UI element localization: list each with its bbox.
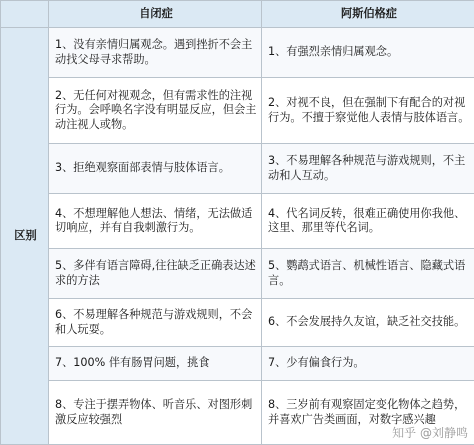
watermark: 知乎 @刘静鸣 [392,424,468,441]
autism-cell: 7、100% 伴有肠胃问题，挑食 [49,347,262,381]
asperger-cell: 5、鹦鹉式语言、机械性语言、隐藏式语言。 [262,249,474,299]
header-corner [1,1,49,28]
asperger-cell: 4、代名词反转，很难正确使用你我他、这里、那里等代名词。 [262,194,474,249]
table-row [1,249,474,299]
autism-cell: 8、专注于摆弄物体、听音乐、对图形刺激反应较强烈 [49,381,262,445]
autism-cell: 5、多伴有语言障碍,往往缺乏正确表达述求的方法 [49,249,262,299]
asperger-cell: 6、不会发展持久友谊，缺乏社交技能。 [262,299,474,347]
asperger-cell: 8、三岁前有观察固定变化物体之趋势，并喜欢广告类画面，对数字感兴趣 [262,381,474,445]
autism-cell: 1、没有亲情归属观念。遇到挫折不会主动找父母寻求帮助。 [49,28,262,78]
table-row [1,28,474,78]
autism-cell: 6、不易理解各种规范与游戏规则，不会和人玩耍。 [49,299,262,347]
table-row [1,347,474,381]
asperger-cell: 3、不易理解各种规范与游戏规则，不主动和人互动。 [262,144,474,194]
autism-cell: 2、无任何对视观念，但有需求性的注视行为。会呼唤名字没有明显反应，但会主动注视人或物。 [49,78,262,144]
header-asperger: 阿斯伯格症 [262,1,474,28]
header-row [1,1,474,28]
autism-cell: 4、不想理解他人想法、情绪，无法做适切响应，并有自我刺激行为。 [49,194,262,249]
asperger-cell: 7、少有偏食行为。 [262,347,474,381]
header-autism: 自闭症 [49,1,262,28]
asperger-cell: 2、对视不良，但在强制下有配合的对视行为。不擅于察觉他人表情与肢体语言。 [262,78,474,144]
table-row [1,299,474,347]
side-label: 区别 [1,28,49,445]
autism-cell: 3、拒绝观察面部表情与肢体语言。 [49,144,262,194]
asperger-cell: 1、有强烈亲情归属观念。 [262,28,474,78]
table-row [1,144,474,194]
table-row [1,78,474,144]
table-row [1,194,474,249]
